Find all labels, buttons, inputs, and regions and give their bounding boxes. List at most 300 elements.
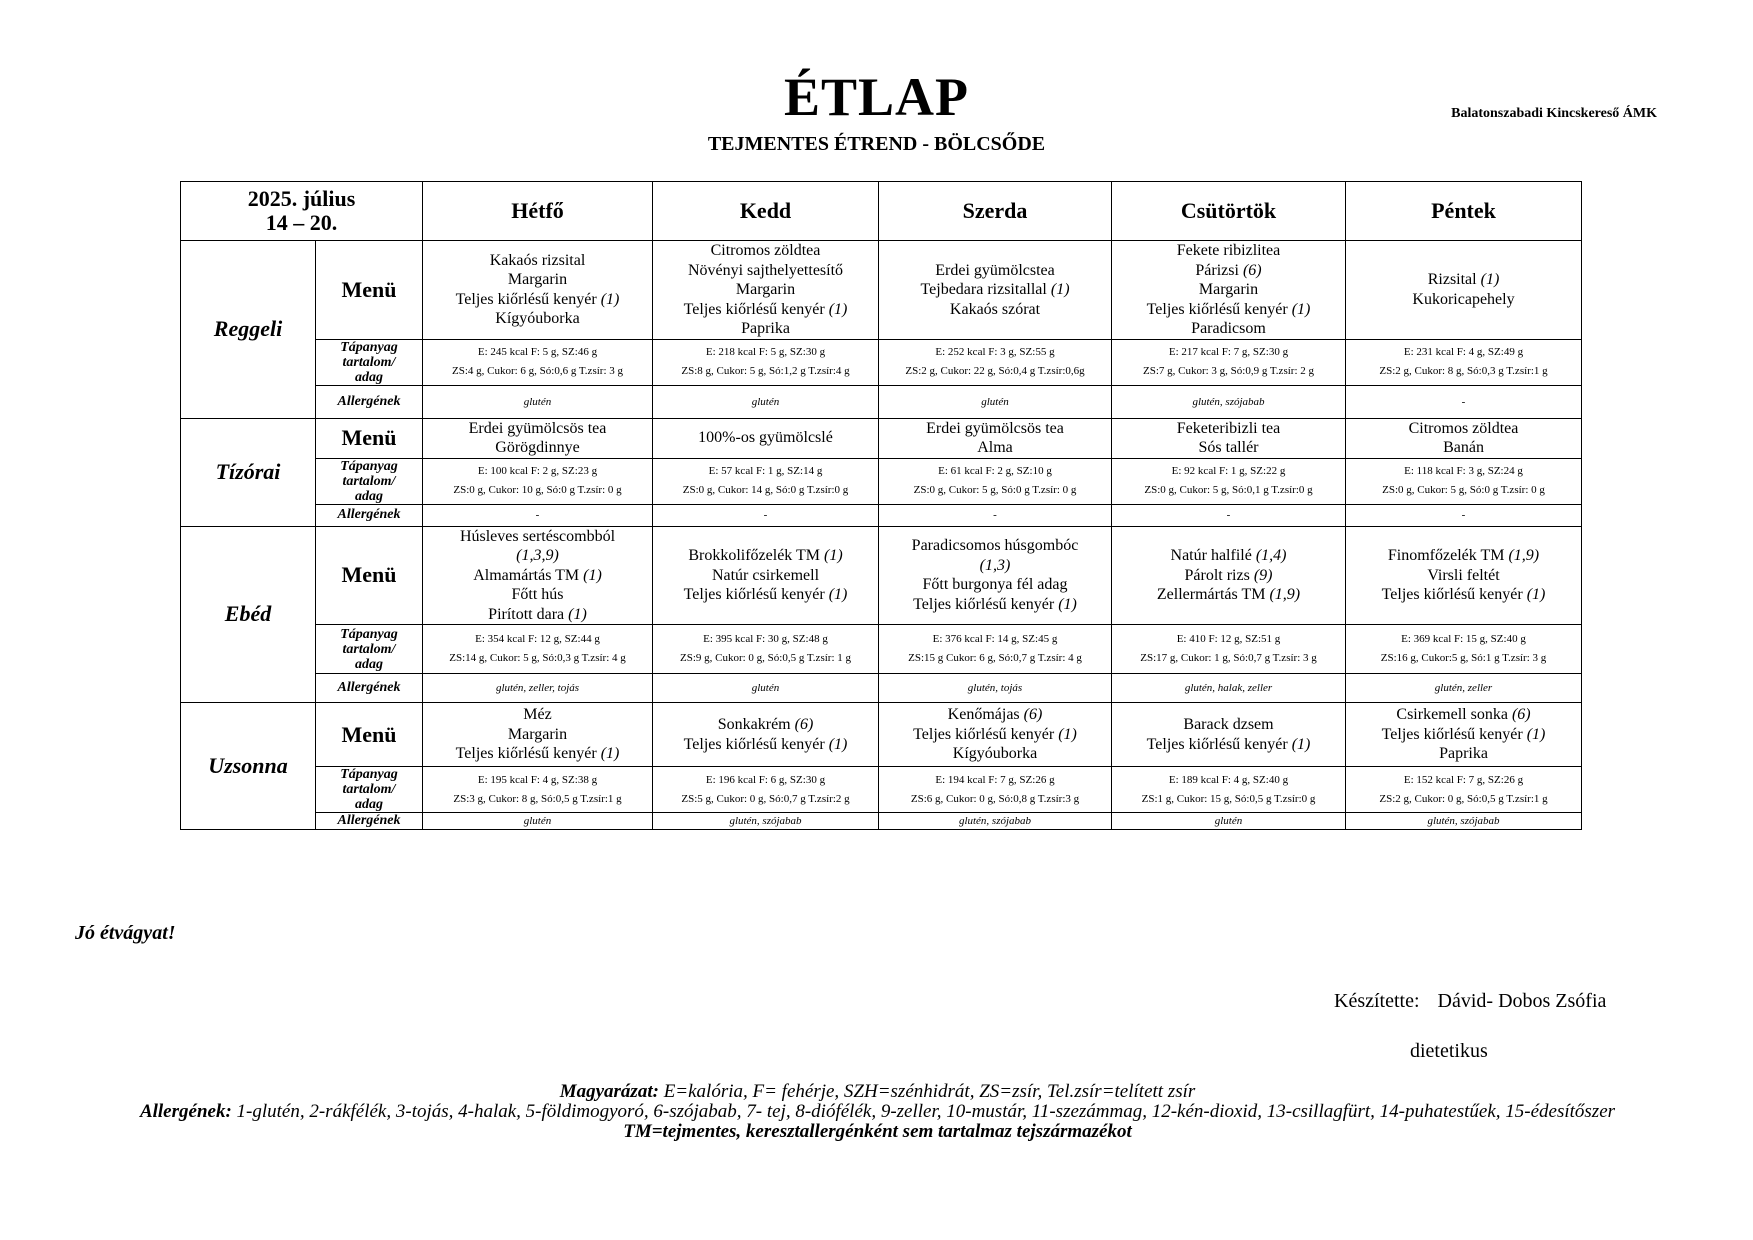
- menu-item-text: Banán: [1443, 439, 1484, 456]
- meal-menu-row: [181, 703, 1582, 767]
- nutrition-label-line: adag: [355, 488, 383, 504]
- nutrition-line: ZS:15 g Cukor: 6 g, Só:0,7 g T.zsír: 4 g: [908, 652, 1082, 664]
- menu-item-text: Paprika: [1439, 745, 1488, 763]
- menu-cell: [1112, 241, 1346, 340]
- menu-item-allergen-code: (1,9): [1508, 547, 1540, 564]
- menu-item: [655, 261, 876, 281]
- nutrition-line: ZS:2 g, Cukor: 22 g, Só:0,4 g T.zsír:0,6g: [905, 365, 1085, 377]
- menu-item-allergen-code: (1): [828, 300, 848, 318]
- menu-item-text: Főtt hús: [511, 586, 564, 603]
- menu-item: [1114, 280, 1343, 300]
- menu-item: [1114, 438, 1343, 458]
- menu-cell: [879, 418, 1112, 458]
- allergen-cell: -: [1346, 504, 1582, 526]
- nutrition-line: E: 196 kcal F: 6 g, SZ:30 g: [705, 773, 826, 786]
- menu-item: [425, 419, 650, 439]
- menu-item: [655, 566, 876, 586]
- menu-cell: [423, 703, 653, 767]
- menu-item-text: Teljes kiőrlésű kenyér: [683, 300, 829, 318]
- meal-allergen-row: [181, 813, 1582, 830]
- menu-item: [1348, 585, 1579, 605]
- allergen-legend-text: 1-glutén, 2-rákfélék, 3-tojás, 4-halak, 5-földimogyoró, 6-szójabab, 7- tej, 8-diófélék, 9-zeller, 10-mustár, 11-szezámmag, 12-kén-dioxid, 13-csillagfürt, 14-puhatestűek, 15-édesítőszer: [231, 1101, 1616, 1122]
- menu-item-text: Almamártás TM: [473, 566, 584, 584]
- menu-item-allergen-code: (1): [600, 290, 620, 308]
- menu-item: [425, 546, 650, 566]
- menu-item: [425, 705, 650, 725]
- menu-cell: [653, 241, 879, 340]
- menu-item-text: 100%-os gyümölcslé: [698, 429, 833, 447]
- menu-item: [1348, 290, 1579, 310]
- menu-item-allergen-code: (6): [1242, 261, 1262, 279]
- menu-item-allergen-code: (1,4): [1255, 547, 1287, 564]
- menu-item: [1114, 300, 1343, 320]
- allergen-cell: glutén, halak, zeller: [1112, 674, 1346, 703]
- menu-item: [425, 309, 650, 329]
- menu-item: [425, 438, 650, 458]
- menu-item: [1114, 241, 1343, 261]
- menu-item: [425, 605, 650, 625]
- menu-item: [1348, 419, 1579, 439]
- nutrition-line: ZS:9 g, Cukor: 0 g, Só:0,5 g T.zsír: 1 g: [679, 652, 851, 664]
- nutrition-line: E: 376 kcal F: 14 g, SZ:45 g: [932, 633, 1058, 645]
- menu-item: [1114, 566, 1343, 586]
- allergen-cell: -: [653, 504, 879, 526]
- menu-item-allergen-code: (1): [1058, 595, 1077, 613]
- menu-item: [425, 290, 650, 310]
- nutrition-line: E: 118 kcal F: 3 g, SZ:24 g: [1404, 465, 1523, 477]
- menu-item: [655, 715, 876, 735]
- menu-table: [180, 181, 1582, 830]
- menu-item-allergen-code: (1): [1526, 586, 1546, 603]
- menu-item-text: Paradicsomos húsgombóc: [911, 537, 1079, 555]
- nutrition-line: ZS:6 g, Cukor: 0 g, Só:0,8 g T.zsír:3 g: [910, 792, 1080, 805]
- menu-item: [1114, 261, 1343, 281]
- menu-item-text: Paradicsom: [1191, 320, 1266, 337]
- allergen-cell: -: [1112, 504, 1346, 526]
- menu-item-text: Erdei gyümölcsös tea: [468, 419, 607, 437]
- menu-item-text: Pirított dara: [488, 605, 569, 623]
- allergen-cell: glutén: [1112, 813, 1346, 830]
- menu-item-text: Méz: [523, 706, 552, 724]
- menu-item: [655, 735, 876, 755]
- menu-item-text: Margarin: [507, 271, 568, 289]
- menu-item-text: Paprika: [741, 320, 790, 337]
- meal-name: Uzsonna: [181, 703, 316, 830]
- meal-allergen-row: [181, 385, 1582, 418]
- menu-item-text: Finomfőzelék TM: [1387, 547, 1509, 564]
- date-days: 14 – 20.: [265, 210, 338, 235]
- meal-name: Reggeli: [181, 241, 316, 419]
- nutrition-cell: [1112, 625, 1346, 674]
- menu-item: [425, 270, 650, 290]
- menu-item-allergen-code: (1): [1291, 300, 1311, 318]
- nutrition-line: E: 245 kcal F: 5 g, SZ:46 g: [477, 346, 598, 358]
- menu-item: [1348, 270, 1579, 290]
- day-header: Szerda: [879, 182, 1112, 241]
- nutrition-cell: [1112, 339, 1346, 385]
- allergen-cell: glutén: [879, 385, 1112, 418]
- nutrition-label: [316, 339, 423, 385]
- menu-item-text: Kígyóuborka: [495, 310, 580, 328]
- nutrition-label-line: tartalom/: [342, 473, 396, 489]
- nutrition-label-line: adag: [355, 369, 383, 385]
- menu-item-text: Kakaós rizsital: [489, 251, 586, 269]
- nutrition-cell: [1346, 625, 1582, 674]
- nutrition-cell: [423, 458, 653, 504]
- allergen-label: Allergének: [316, 504, 423, 526]
- menu-item: [881, 595, 1109, 615]
- nutrition-label-line: tartalom/: [342, 354, 396, 370]
- menu-item: [881, 556, 1109, 576]
- nutrition-label: [316, 458, 423, 504]
- menu-item-text: Teljes kiőrlésű kenyér: [1381, 586, 1527, 603]
- menu-item-allergen-code: (1): [1480, 271, 1500, 289]
- nutrition-line: E: 410 F: 12 g, SZ:51 g: [1176, 633, 1281, 645]
- menu-item-text: Natúr halfilé: [1170, 547, 1256, 564]
- allergen-cell: glutén, tojás: [879, 674, 1112, 703]
- allergen-label: Allergének: [316, 813, 423, 830]
- menu-item: [881, 575, 1109, 595]
- meal-nutrition-row: [181, 339, 1582, 385]
- menu-item-text: Kenőmájas: [947, 706, 1024, 724]
- menu-item-allergen-code: (1): [583, 566, 602, 584]
- menu-item: [1348, 566, 1579, 586]
- allergen-cell: -: [879, 504, 1112, 526]
- menu-item: [425, 566, 650, 586]
- menu-item-allergen-code: (1,3): [979, 556, 1011, 574]
- nutrition-line: E: 61 kcal F: 2 g, SZ:10 g: [938, 465, 1052, 477]
- menu-item: [1348, 546, 1579, 566]
- nutrition-line: E: 92 kcal F: 1 g, SZ:22 g: [1171, 465, 1286, 477]
- menu-item-text: Növényi sajthelyettesítő: [687, 261, 844, 279]
- menu-item-text: Margarin: [1198, 281, 1259, 298]
- menu-item-text: Teljes kiőrlésű kenyér: [1381, 725, 1527, 743]
- nutrition-line: ZS:8 g, Cukor: 5 g, Só:1,2 g T.zsír:4 g: [681, 365, 850, 377]
- menu-label: Menü: [316, 241, 423, 340]
- nutrition-cell: [423, 625, 653, 674]
- author-label: Készítette:: [1334, 990, 1420, 1012]
- nutrition-cell: [879, 458, 1112, 504]
- nutrition-line: ZS:4 g, Cukor: 6 g, Só:0,6 g T.zsír: 3 g: [451, 365, 623, 377]
- menu-item: [881, 536, 1109, 556]
- menu-item: [1114, 715, 1343, 735]
- menu-item-allergen-code: (1): [824, 547, 843, 564]
- allergen-cell: glutén, zeller, tojás: [423, 674, 653, 703]
- menu-item: [655, 585, 876, 605]
- menu-item-allergen-code: (1,3,9): [516, 547, 559, 564]
- nutrition-line: ZS:2 g, Cukor: 0 g, Só:0,5 g T.zsír:1 g: [1379, 792, 1548, 805]
- nutrition-cell: [1346, 767, 1582, 813]
- menu-cell: [1112, 703, 1346, 767]
- menu-cell: [653, 526, 879, 625]
- nutrition-cell: [879, 625, 1112, 674]
- menu-cell: [1112, 418, 1346, 458]
- menu-item-text: Erdei gyümölcsös tea: [926, 419, 1064, 437]
- legend-line: [105, 1082, 1650, 1102]
- nutrition-label-line: Tápanyag: [340, 339, 398, 355]
- nutrition-line: E: 194 kcal F: 7 g, SZ:26 g: [935, 773, 1055, 786]
- menu-item-text: Tejbedara rizsitallal: [920, 281, 1051, 298]
- nutrition-cell: [423, 767, 653, 813]
- date-range: [181, 182, 423, 241]
- menu-item-text: Párizsi: [1195, 261, 1243, 279]
- nutrition-line: ZS:0 g, Cukor: 14 g, Só:0 g T.zsír:0 g: [682, 484, 849, 496]
- allergen-label: Allergének: [316, 674, 423, 703]
- menu-item: [881, 438, 1109, 458]
- legend: [105, 1082, 1650, 1142]
- menu-item-text: Feketeribizli tea: [1176, 419, 1281, 437]
- menu-item: [1114, 546, 1343, 566]
- allergen-cell: glutén: [653, 385, 879, 418]
- menu-item-allergen-code: (6): [1023, 706, 1043, 724]
- allergen-cell: -: [423, 504, 653, 526]
- nutrition-cell: [879, 339, 1112, 385]
- menu-item-text: Virsli feltét: [1427, 566, 1500, 584]
- nutrition-line: ZS:0 g, Cukor: 5 g, Só:0 g T.zsír: 0 g: [1382, 484, 1545, 496]
- author: [1334, 990, 1606, 1013]
- nutrition-line: E: 57 kcal F: 1 g, SZ:14 g: [708, 465, 823, 477]
- menu-item: [881, 261, 1109, 281]
- menu-item-text: Kukoricapehely: [1412, 290, 1515, 308]
- menu-item-text: Erdei gyümölcstea: [935, 261, 1055, 279]
- menu-label: Menü: [316, 418, 423, 458]
- meal-allergen-row: [181, 674, 1582, 703]
- menu-cell: [1346, 418, 1582, 458]
- menu-item: [881, 744, 1109, 764]
- nutrition-label-line: Tápanyag: [340, 626, 398, 642]
- nutrition-label-line: Tápanyag: [340, 458, 398, 474]
- nutrition-line: E: 354 kcal F: 12 g, SZ:44 g: [475, 633, 600, 645]
- nutrition-line: ZS:16 g, Cukor:5 g, Só:1 g T.zsír: 3 g: [1380, 652, 1547, 664]
- meal-menu-row: [181, 526, 1582, 625]
- menu-item: [425, 251, 650, 271]
- nutrition-line: ZS:2 g, Cukor: 8 g, Só:0,3 g T.zsír:1 g: [1379, 365, 1548, 377]
- menu-cell: [879, 241, 1112, 340]
- nutrition-label-line: tartalom/: [342, 782, 396, 797]
- menu-item: [881, 280, 1109, 300]
- menu-item: [881, 725, 1109, 745]
- menu-item-text: Citromos zöldtea: [710, 242, 821, 259]
- menu-item: [881, 705, 1109, 725]
- nutrition-label-line: adag: [355, 656, 383, 672]
- nutrition-line: E: 100 kcal F: 2 g, SZ:23 g: [477, 465, 598, 477]
- menu-item-text: Húsleves sertéscombból: [459, 527, 616, 545]
- menu-item-text: Kakaós szórat: [949, 300, 1041, 318]
- menu-item-text: Teljes kiőrlésű kenyér: [455, 290, 601, 308]
- nutrition-cell: [653, 458, 879, 504]
- nutrition-cell: [423, 339, 653, 385]
- menu-item: [1348, 744, 1579, 764]
- menu-item-allergen-code: (6): [794, 716, 814, 733]
- menu-item-text: Citromos zöldtea: [1408, 419, 1519, 437]
- menu-item: [1348, 705, 1579, 725]
- nutrition-cell: [1112, 767, 1346, 813]
- menu-item: [655, 546, 876, 566]
- menu-item-text: Főtt burgonya fél adag: [922, 576, 1068, 594]
- menu-item-text: Rizsital: [1427, 271, 1481, 289]
- nutrition-line: ZS:5 g, Cukor: 0 g, Só:0,7 g T.zsír:2 g: [681, 792, 850, 805]
- nutrition-line: ZS:7 g, Cukor: 3 g, Só:0,9 g T.zsír: 2 g: [1142, 365, 1314, 377]
- menu-cell: [1112, 526, 1346, 625]
- legend-text: E=kalória, F= fehérje, SZH=szénhidrát, ZS=zsír, Tel.zsír=telített zsír: [658, 1081, 1196, 1102]
- menu-item: [655, 300, 876, 320]
- nutrition-label-line: adag: [355, 797, 383, 812]
- menu-item-allergen-code: (6): [1511, 706, 1531, 724]
- allergen-cell: glutén: [423, 385, 653, 418]
- allergen-cell: glutén: [423, 813, 653, 830]
- page-subtitle: TEJMENTES ÉTREND - BÖLCSŐDE: [707, 133, 1046, 155]
- nutrition-cell: [1346, 458, 1582, 504]
- menu-item-text: Teljes kiőrlésű kenyér: [683, 586, 829, 603]
- menu-item-text: Sonkakrém: [717, 716, 795, 733]
- author-role: dietetikus: [1410, 1040, 1488, 1062]
- menu-item-text: Barack dzsem: [1183, 716, 1274, 733]
- meal-menu-row: [181, 241, 1582, 340]
- allergen-cell: glutén, szójabab: [1346, 813, 1582, 830]
- organization-name: Balatonszabadi Kincskereső ÁMK: [1451, 106, 1657, 121]
- nutrition-line: ZS:0 g, Cukor: 5 g, Só:0,1 g T.zsír:0 g: [1144, 484, 1313, 496]
- menu-label: Menü: [316, 526, 423, 625]
- menu-item: [425, 725, 650, 745]
- nutrition-line: E: 195 kcal F: 4 g, SZ:38 g: [477, 773, 598, 786]
- nutrition-line: E: 369 kcal F: 15 g, SZ:40 g: [1401, 633, 1526, 645]
- nutrition-cell: [879, 767, 1112, 813]
- menu-item: [881, 300, 1109, 320]
- nutrition-label: [316, 625, 423, 674]
- nutrition-label-line: Tápanyag: [340, 767, 398, 782]
- menu-cell: [423, 526, 653, 625]
- date-month: 2025. július: [247, 186, 356, 211]
- menu-item-allergen-code: (9): [1253, 566, 1273, 584]
- nutrition-line: ZS:0 g, Cukor: 5 g, Só:0 g T.zsír: 0 g: [913, 484, 1077, 496]
- menu-item-text: Alma: [977, 439, 1013, 456]
- menu-item: [425, 527, 650, 547]
- menu-item: [655, 280, 876, 300]
- allergen-cell: -: [1346, 385, 1582, 418]
- nutrition-line: E: 231 kcal F: 4 g, SZ:49 g: [1403, 346, 1524, 358]
- menu-label: Menü: [316, 703, 423, 767]
- menu-cell: [1346, 703, 1582, 767]
- menu-item-text: Natúr csirkemell: [711, 566, 820, 584]
- page-title: ÉTLAP: [783, 67, 970, 127]
- nutrition-line: ZS:14 g, Cukor: 5 g, Só:0,3 g T.zsír: 4 g: [449, 652, 626, 664]
- menu-cell: [879, 703, 1112, 767]
- meal-name: Tízórai: [181, 418, 316, 526]
- menu-item: [1348, 725, 1579, 745]
- menu-item-text: Sós tallér: [1198, 439, 1259, 456]
- menu-item: [1114, 585, 1343, 605]
- menu-item-text: Teljes kiőrlésű kenyér: [683, 735, 829, 753]
- nutrition-line: ZS:1 g, Cukor: 15 g, Só:0,5 g T.zsír:0 g: [1141, 792, 1316, 805]
- tm-note: [105, 1122, 1650, 1142]
- nutrition-line: E: 152 kcal F: 7 g, SZ:26 g: [1403, 773, 1524, 786]
- menu-item-allergen-code: (1): [828, 735, 848, 753]
- day-header: Kedd: [653, 182, 879, 241]
- menu-item-text: Görögdinnye: [495, 439, 580, 456]
- menu-item: [425, 744, 650, 764]
- menu-item: [655, 241, 876, 261]
- menu-item-text: Teljes kiőrlésű kenyér: [1146, 735, 1292, 753]
- meal-menu-row: [181, 418, 1582, 458]
- legend-label: Magyarázat:: [559, 1081, 659, 1102]
- menu-item-text: Csirkemell sonka: [1396, 706, 1512, 724]
- nutrition-line: ZS:0 g, Cukor: 10 g, Só:0 g T.zsír: 0 g: [453, 484, 622, 496]
- nutrition-cell: [1112, 458, 1346, 504]
- nutrition-cell: [653, 767, 879, 813]
- menu-item: [425, 585, 650, 605]
- nutrition-label: [316, 767, 423, 813]
- allergen-cell: glutén, szójabab: [653, 813, 879, 830]
- menu-cell: [653, 703, 879, 767]
- menu-cell: [1346, 241, 1582, 340]
- nutrition-line: E: 395 kcal F: 30 g, SZ:48 g: [703, 633, 828, 645]
- meal-allergen-row: [181, 504, 1582, 526]
- allergen-cell: glutén, zeller: [1346, 674, 1582, 703]
- menu-item-allergen-code: (1): [1058, 725, 1077, 743]
- day-header: Hétfő: [423, 182, 653, 241]
- allergen-label: Allergének: [316, 385, 423, 418]
- menu-item-allergen-code: (1): [600, 745, 620, 763]
- nutrition-line: E: 218 kcal F: 5 g, SZ:30 g: [705, 346, 826, 358]
- tm-note-text: TM=tejmentes, keresztallergénként sem tartalmaz tejszármazékot: [623, 1121, 1132, 1142]
- nutrition-line: E: 217 kcal F: 7 g, SZ:30 g: [1168, 346, 1289, 358]
- allergen-legend: [105, 1102, 1650, 1122]
- menu-item-text: Zellermártás TM: [1156, 586, 1270, 603]
- menu-item: [655, 319, 876, 339]
- menu-item-text: Fekete ribizlitea: [1176, 242, 1281, 259]
- nutrition-cell: [653, 339, 879, 385]
- menu-item: [655, 428, 876, 448]
- header-row: [181, 182, 1582, 241]
- nutrition-line: E: 189 kcal F: 4 g, SZ:40 g: [1168, 773, 1289, 786]
- menu-item-text: Brokkolifőzelék TM: [688, 547, 825, 564]
- menu-cell: [423, 418, 653, 458]
- menu-item: [1114, 735, 1343, 755]
- allergen-cell: glutén: [653, 674, 879, 703]
- allergen-cell: glutén, szójabab: [879, 813, 1112, 830]
- menu-item-text: Teljes kiőrlésű kenyér: [913, 725, 1059, 743]
- menu-item-allergen-code: (1): [1291, 735, 1311, 753]
- nutrition-line: E: 252 kcal F: 3 g, SZ:55 g: [935, 346, 1055, 358]
- menu-item-text: Margarin: [735, 281, 796, 298]
- menu-item-allergen-code: (1): [568, 605, 587, 623]
- menu-item-text: Párolt rizs: [1184, 566, 1254, 584]
- greeting: Jó étvágyat!: [75, 922, 176, 944]
- menu-item: [1114, 419, 1343, 439]
- nutrition-line: ZS:17 g, Cukor: 1 g, Só:0,7 g T.zsír: 3 g: [1140, 652, 1317, 664]
- menu-body: [181, 241, 1582, 830]
- day-header: Csütörtök: [1112, 182, 1346, 241]
- nutrition-cell: [1346, 339, 1582, 385]
- nutrition-line: ZS:3 g, Cukor: 8 g, Só:0,5 g T.zsír:1 g: [453, 792, 622, 805]
- meal-nutrition-row: [181, 625, 1582, 674]
- menu-item-allergen-code: (1): [1050, 281, 1070, 298]
- menu-item-text: Margarin: [507, 725, 568, 743]
- nutrition-label-line: tartalom/: [342, 641, 396, 657]
- meal-name: Ebéd: [181, 526, 316, 703]
- menu-item: [1114, 319, 1343, 339]
- menu-cell: [653, 418, 879, 458]
- menu-item-allergen-code: (1): [828, 586, 848, 603]
- meal-nutrition-row: [181, 458, 1582, 504]
- menu-item-allergen-code: (1): [1526, 725, 1546, 743]
- meal-nutrition-row: [181, 767, 1582, 813]
- author-name: Dávid- Dobos Zsófia: [1437, 990, 1607, 1012]
- menu-cell: [423, 241, 653, 340]
- allergen-cell: glutén, szójabab: [1112, 385, 1346, 418]
- menu-cell: [1346, 526, 1582, 625]
- menu-item-text: Teljes kiőrlésű kenyér: [455, 745, 601, 763]
